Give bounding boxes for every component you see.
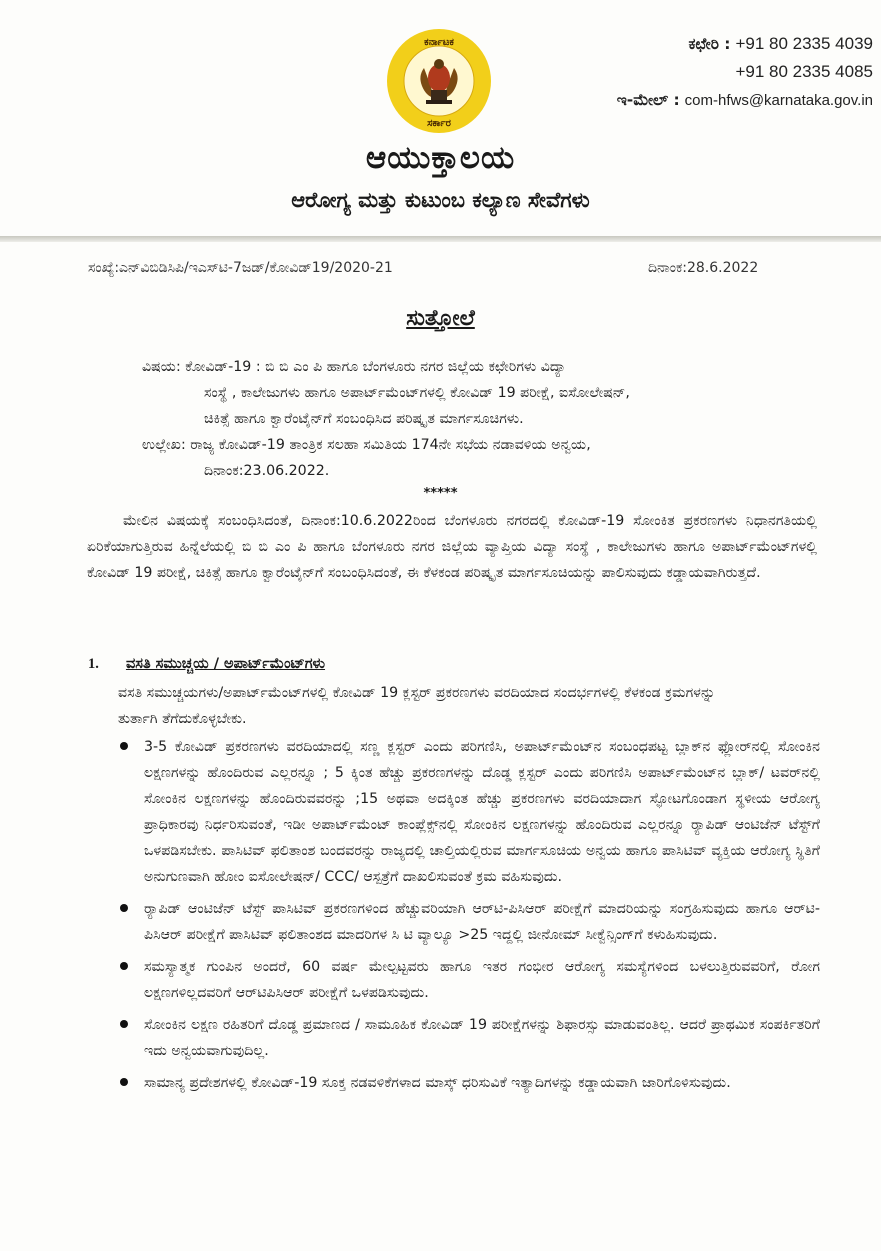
subject-block xyxy=(142,354,822,484)
list-item xyxy=(120,896,820,948)
subject-line: ಚಿಕಿತ್ಸೆ ಹಾಗೂ ಕ್ವಾರೆಂಟೈನ್‌ಗೆ ಸಂಬಂಧಿಸಿದ ಪರಿಷ್ಕೃತ ಮಾರ್ಗಸೂಚಿಗಳು. xyxy=(204,411,524,427)
karnataka-emblem-icon xyxy=(386,28,492,134)
bullet-icon xyxy=(120,962,128,970)
bullet-icon xyxy=(120,742,128,750)
email-link[interactable]: com-hfws@karnataka.gov.in xyxy=(684,92,873,109)
section-number: 1. xyxy=(88,656,99,672)
list-item xyxy=(120,734,820,890)
phone-2: +91 80 2335 4085 xyxy=(735,62,873,81)
section-title: ವಸತಿ ಸಮುಚ್ಚಯ / ಅಪಾರ್ಟ್‌ಮೆಂಟ್‌ಗಳು xyxy=(125,656,326,672)
list-item-text: ಸೋಂಕಿನ ಲಕ್ಷಣ ರಹಿತರಿಗೆ ದೊಡ್ಡ ಪ್ರಮಾಣದ / ಸಾಮೂಹಿಕ ಕೋವಿಡ್ 19 ಪರೀಕ್ಷೆಗಳನ್ನು ಶಿಫಾರಸ್ಸು ಮಾಡುವಂತಿಲ್ಲ. ಆದರೆ ಪ್ರಾಥಮಿಕ ಸಂಪರ್ಕಿತರಿಗೆ ಇದು ಅನ್ವಯವಾಗುವುದಿಲ್ಲ. xyxy=(144,1017,820,1059)
circular-date: ದಿನಾಂಕ:28.6.2022 xyxy=(648,260,759,276)
circular-title: ಸುತ್ತೋಲೆ xyxy=(406,306,475,331)
bullet-icon xyxy=(120,1020,128,1028)
second-phone-row xyxy=(617,58,873,86)
office-title: ಆಯುಕ್ತಾಲಯ xyxy=(365,140,516,176)
section-intro: ವಸತಿ ಸಮುಚ್ಚಯಗಳು/ಅಪಾರ್ಟ್‌ಮೆಂಟ್‌ಗಳಲ್ಲಿ ಕೋವಿಡ್ 19 ಕ್ಲಸ್ಟರ್ ಪ್ರಕರಣಗಳು ವರದಿಯಾದ ಸಂದರ್ಭಗಳಲ್ಲಿ ಕೆಳಕಂಡ ಕ್ರಮಗಳನ್ನು ತುರ್ತಾಗಿ ತೆಗೆದುಕೊಳ್ಳಬೇಕು. xyxy=(118,685,716,727)
guideline-list xyxy=(120,734,820,1102)
reference-line: ದಿನಾಂಕ:23.06.2022. xyxy=(204,463,330,479)
section-heading xyxy=(88,656,325,673)
email-label: ಇ-ಮೇಲ್ : xyxy=(616,91,680,109)
office-subtitle: ಆರೋಗ್ಯ ಮತ್ತು ಕುಟುಂಬ ಕಲ್ಯಾಣ ಸೇವೆಗಳು xyxy=(291,188,590,212)
list-item-text: ಸಾಮಾನ್ಯ ಪ್ರದೇಶಗಳಲ್ಲಿ ಕೋವಿಡ್-19 ಸೂಕ್ತ ನಡವಳಿಕೆಗಳಾದ ಮಾಸ್ಕ್ ಧರಿಸುವಿಕೆ ಇತ್ಯಾದಿಗಳನ್ನು ಕಡ್ಡಾಯವಾಗಿ ಜಾರಿಗೊಳಿಸುವುದು. xyxy=(144,1075,731,1091)
subject-line: ವಿಷಯ: ಕೋವಿಡ್-19 : ಬಿ ಬಿ ಎಂ ಪಿ ಹಾಗೂ ಬೆಂಗಳೂರು ನಗರ ಜಿಲ್ಲೆಯ ಕಛೇರಿಗಳು ವಿದ್ಯಾ xyxy=(142,359,567,375)
header-divider xyxy=(0,236,881,242)
bullet-icon xyxy=(120,904,128,912)
reference-number: ಸಂಖ್ಯೆ:ಎನ್‌ವಿಬಿಡಿಸಿಪಿ/ಇಎಸ್‌ಟಿ-7ಜಡ್/ಕೋವಿಡ್19/2020-21 xyxy=(88,260,393,276)
subject-line: ಸಂಸ್ಥೆ , ಕಾಲೇಜುಗಳು ಹಾಗೂ ಅಪಾರ್ಟ್‌ಮೆಂಟ್‌ಗಳಲ್ಲಿ ಕೋವಿಡ್ 19 ಪರೀಕ್ಷೆ, ಐಸೋಲೇಷನ್, xyxy=(204,385,630,401)
reference-line: ಉಲ್ಲೇಖ: ರಾಜ್ಯ ಕೋವಿಡ್-19 ತಾಂತ್ರಿಕ ಸಲಹಾ ಸಮಿತಿಯ 174ನೇ ಸಭೆಯ ನಡಾವಳಿಯ ಅನ್ವಯ, xyxy=(142,437,591,453)
emblem-top-text: ಕರ್ನಾಟಕ xyxy=(424,37,454,48)
list-item-text: 3-5 ಕೋವಿಡ್ ಪ್ರಕರಣಗಳು ವರದಿಯಾದಲ್ಲಿ ಸಣ್ಣ ಕ್ಲಸ್ಟರ್ ಎಂದು ಪರಿಗಣಿಸಿ, ಅಪಾರ್ಟ್‌ಮೆಂಟ್‌ನ ಸಂಬಂಧಪಟ್ಟ ಬ್ಲಾಕ್‌ನ ಫ್ಲೋರ್‌ನಲ್ಲಿ ಸೋಂಕಿನ ಲಕ್ಷಣಗಳನ್ನು ಹೊಂದಿರುವ ಎಲ್ಲರನ್ನೂ ; 5 ಕ್ಕಿಂತ ಹೆಚ್ಚು ಪ್ರಕರಣಗಳನ್ನು ದೊಡ್ಡ ಕ್ಲಸ್ಟರ್ ಎಂದು ಪರಿಗಣಿಸಿ ಅಪಾರ್ಟ್‌ಮೆಂಟ್‌ನ ಬ್ಲಾಕ್/ ಟವರ್‌ನಲ್ಲಿ ಸೋಂಕಿನ ಲಕ್ಷಣಗಳನ್ನು ಹೊಂದಿರುವವರನ್ನು ;15 ಅಥವಾ ಅದಕ್ಕಿಂತ ಹೆಚ್ಚು ಪ್ರಕರಣಗಳು ವರದಿಯಾದಾಗ ಸ್ಫೋಟಗೊಂಡಾಗ ಸ್ಥಳೀಯ ಆರೋಗ್ಯ ಪ್ರಾಧಿಕಾರವು ನಿರ್ಧರಿಸುವಂತೆ, ಇಡೀ ಅಪಾರ್ಟ್‌ಮೆಂಟ್ ಕಾಂಪ್ಲೆಕ್ಸ್‌ನಲ್ಲಿ ಸೋಂಕಿನ ಲಕ್ಷಣಗಳನ್ನು ಹೊಂದಿರುವ ಎಲ್ಲರನ್ನೂ ರ್‍ಯಾಪಿಡ್ ಆಂಟಿಜೆನ್ ಟೆಸ್ಟ್‌ಗೆ ಒಳಪಡಿಸಬೇಕು. ಪಾಸಿಟಿವ್ ಫಲಿತಾಂಶ ಬಂದವರನ್ನು ರಾಜ್ಯದಲ್ಲಿ ಚಾಲ್ತಿಯಲ್ಲಿರುವ ಮಾರ್ಗಸೂಚಿಯ ಅನ್ವಯ ಹಾಗೂ ಪಾಸಿಟಿವ್ ವ್ಯಕ್ತಿಯ ಆರೋಗ್ಯ ಸ್ಥಿತಿಗೆ ಅನುಗುಣವಾಗಿ ಹೋಂ ಐಸೋಲೇಷನ್/ CCC/ ಆಸ್ಪತ್ರೆಗೆ ದಾಖಲಿಸುವಂತೆ ಕ್ರಮ ವಹಿಸುವುದು. xyxy=(144,739,820,885)
list-item xyxy=(120,954,820,1006)
list-item-text: ಸಮಸ್ಯಾತ್ಮಕ ಗುಂಪಿನ ಅಂದರೆ, 60 ವರ್ಷ ಮೇಲ್ಪಟ್ಟವರು ಹಾಗೂ ಇತರ ಗಂಭೀರ ಆರೋಗ್ಯ ಸಮಸ್ಯೆಗಳಿಂದ ಬಳಲುತ್ತಿರುವವರಿಗೆ, ರೋಗ ಲಕ್ಷಣಗಳಿಲ್ಲದವರಿಗೆ ಆರ್‌ಟಿಪಿಸಿಆರ್ ಪರೀಕ್ಷೆಗೆ ಒಳಪಡಿಸುವುದು. xyxy=(144,959,820,1001)
emblem-bottom-text: ಸರ್ಕಾರ xyxy=(427,118,451,129)
contact-block xyxy=(617,30,873,115)
list-item xyxy=(120,1012,820,1064)
office-phone-row xyxy=(617,30,873,58)
phone-1: +91 80 2335 4039 xyxy=(735,34,873,53)
list-item-text: ರ್‍ಯಾಪಿಡ್ ಆಂಟಿಜೆನ್ ಟೆಸ್ಟ್ ಪಾಸಿಟಿವ್ ಪ್ರಕರಣಗಳಿಂದ ಹೆಚ್ಚುವರಿಯಾಗಿ ಆರ್‌ಟಿ-ಪಿಸಿಆರ್ ಪರೀಕ್ಷೆಗೆ ಮಾದರಿಯನ್ನು ಸಂಗ್ರಹಿಸುವುದು ಹಾಗೂ ಆರ್‌ಟಿ-ಪಿಸಿಆರ್ ಪರೀಕ್ಷೆಗೆ ಪಾಸಿಟಿವ್ ಫಲಿತಾಂಶದ ಮಾದರಿಗಳ ಸಿ ಟಿ ವ್ಯಾಲ್ಯೂ >25 ಇದ್ದಲ್ಲಿ ಜೀನೋಮ್ ಸೀಕ್ವೆನ್ಸಿಂಗ್‌ಗೆ ಕಳುಹಿಸುವುದು. xyxy=(144,901,820,943)
intro-paragraph: ಮೇಲಿನ ವಿಷಯಕ್ಕೆ ಸಂಬಂಧಿಸಿದಂತೆ, ದಿನಾಂಕ:10.6.2022ರಿಂದ ಬೆಂಗಳೂರು ನಗರದಲ್ಲಿ ಕೋವಿಡ್-19 ಸೋಂಕಿತ ಪ್ರಕರಣಗಳು ನಿಧಾನಗತಿಯಲ್ಲಿ ಏರಿಕೆಯಾಗುತ್ತಿರುವ ಹಿನ್ನೆಲೆಯಲ್ಲಿ ಬಿ ಬಿ ಎಂ ಪಿ ಹಾಗೂ ಬೆಂಗಳೂರು ನಗರ ಜಿಲ್ಲೆಯ ವ್ಯಾಪ್ತಿಯ ವಿದ್ಯಾ ಸಂಸ್ಥೆ , ಕಾಲೇಜುಗಳು ಹಾಗೂ ಅಪಾರ್ಟ್‌ಮೆಂಟ್‌ಗಳಲ್ಲಿ ಕೋವಿಡ್ 19 ಪರೀಕ್ಷೆ, ಚಿಕಿತ್ಸೆ ಹಾಗೂ ಕ್ವಾರೆಂಟೈನ್‌ಗೆ ಸಂಬಂಧಿಸಿದಂತೆ, ಈ ಕೆಳಕಂಡ ಪರಿಷ್ಕೃತ ಮಾರ್ಗಸೂಚಿಯನ್ನು ಪಾಲಿಸುವುದು ಕಡ್ಡಾಯವಾಗಿರುತ್ತದೆ. xyxy=(87,513,817,581)
separator: ***** xyxy=(423,486,458,501)
office-label: ಕಛೇರಿ : xyxy=(688,35,731,53)
bullet-icon xyxy=(120,1078,128,1086)
email-row xyxy=(617,86,873,115)
list-item xyxy=(120,1070,820,1096)
